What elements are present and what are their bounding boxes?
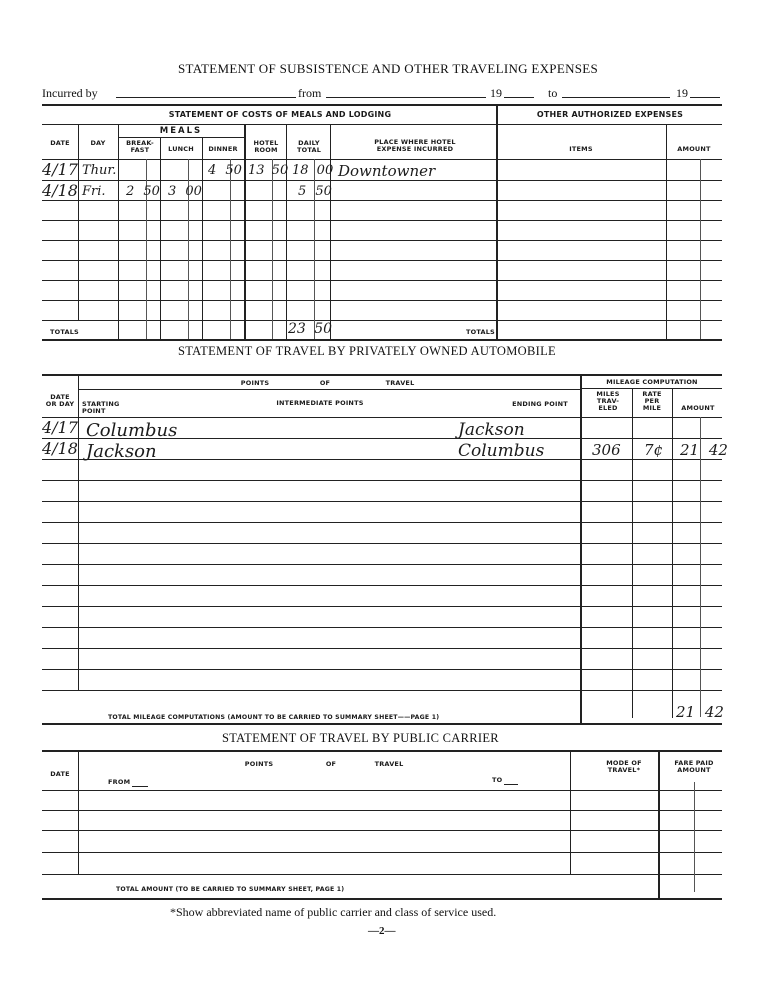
auto-col-rate-header: RATE PER MILE <box>642 390 662 412</box>
carrier-from-label: FROM <box>108 778 131 786</box>
col-daily-header: DAILY TOTAL <box>296 139 322 154</box>
col-date-header: DATE <box>50 139 70 147</box>
meals-row-2-day[interactable]: Fri. <box>82 184 106 199</box>
auto-row-1-date[interactable]: 4/17 <box>42 418 78 437</box>
carrier-travel-label: TRAVEL <box>374 760 404 768</box>
footnote: *Show abbreviated name of public carrier and class of service used. <box>170 905 497 919</box>
auto-row-2-date[interactable]: 4/18 <box>42 439 78 458</box>
meals-row-1-daily[interactable]: 18 00 <box>292 163 334 178</box>
carrier-of-label: OF <box>325 760 337 768</box>
auto-col-amount-header: AMOUNT <box>681 404 715 412</box>
meals-row-2-breakfast[interactable]: 2 50 <box>126 184 160 199</box>
col-place-header: PLACE WHERE HOTEL EXPENSE INCURRED <box>374 138 456 153</box>
meals-row-1-hotel[interactable]: 13 50 <box>248 163 289 178</box>
col-dinner-header: DINNER <box>208 145 238 153</box>
meals-section-title: STATEMENT OF COSTS OF MEALS AND LODGING <box>168 110 392 119</box>
year-label-a: 19 <box>490 86 502 100</box>
carrier-col-date-header: DATE <box>50 770 70 778</box>
auto-row-2-miles[interactable]: 306 <box>592 441 621 459</box>
auto-col-start-header: STARTING POINT <box>82 400 120 415</box>
auto-col-miles-header: MILES TRAV-ELED <box>596 390 620 412</box>
to-label: to <box>548 86 558 100</box>
col-day-header: DAY <box>90 139 106 147</box>
carrier-points-label: POINTS <box>244 760 274 768</box>
col-amount-header: AMOUNT <box>677 145 711 153</box>
meals-row-1-date[interactable]: 4/17 <box>42 160 78 179</box>
carrier-to-underline <box>504 784 518 785</box>
carrier-col-fare-header: FARE PAID AMOUNT <box>674 759 714 774</box>
auto-total-label: TOTAL MILEAGE COMPUTATIONS (AMOUNT TO BE CARRIED TO SUMMARY SHEET——PAGE 1) <box>108 714 440 721</box>
carrier-section-title: STATEMENT OF TRAVEL BY PUBLIC CARRIER <box>222 731 499 745</box>
year-label-b: 19 <box>676 86 688 100</box>
incurred-by-label: Incurred by <box>42 86 98 100</box>
carrier-from-underline <box>132 786 148 787</box>
col-items-header: ITEMS <box>569 145 593 153</box>
other-expenses-title: OTHER AUTHORIZED EXPENSES <box>536 110 684 119</box>
col-lunch-header: LUNCH <box>168 145 194 153</box>
auto-row-2-start[interactable]: Jackson <box>86 441 157 462</box>
form-title: STATEMENT OF SUBSISTENCE AND OTHER TRAVELING EXPENSES <box>178 61 599 76</box>
carrier-col-mode-header: MODE OF TRAVEL* <box>606 759 642 774</box>
auto-travel-label: TRAVEL <box>385 379 415 387</box>
auto-of-label: OF <box>319 379 331 387</box>
auto-row-1-end[interactable]: Jackson <box>458 420 525 440</box>
meals-row-1-dinner[interactable]: 4 50 <box>208 163 242 178</box>
page-number: —2— <box>368 925 396 937</box>
auto-row-1-start[interactable]: Columbus <box>86 420 178 441</box>
carrier-total-label: TOTAL AMOUNT (TO BE CARRIED TO SUMMARY SHEET, PAGE 1) <box>116 886 345 893</box>
meals-row-1-day[interactable]: Thur. <box>82 163 117 178</box>
meals-row-2-daily[interactable]: 5 50 <box>298 184 332 199</box>
from-label: from <box>298 86 322 100</box>
auto-col-end-header: ENDING POINT <box>512 400 568 408</box>
meals-row-2-date[interactable]: 4/18 <box>42 181 78 200</box>
meals-row-2-lunch[interactable]: 3 00 <box>168 184 202 199</box>
col-hotel-header: HOTEL ROOM <box>253 139 279 154</box>
auto-points-label: POINTS <box>240 379 270 387</box>
carrier-to-label: TO <box>492 776 503 784</box>
other-totals-label: TOTALS <box>466 328 495 336</box>
col-breakfast-header: BREAK-FAST <box>126 139 154 154</box>
auto-col-intermediate-header: INTERMEDIATE POINTS <box>276 399 364 407</box>
meals-row-1-place[interactable]: Downtowner <box>338 162 436 180</box>
mileage-computation-title: MILEAGE COMPUTATION <box>606 378 698 386</box>
auto-row-2-amount[interactable]: 21 42 <box>680 441 728 459</box>
meals-total-value: 23 50 <box>288 321 333 337</box>
auto-row-2-end[interactable]: Columbus <box>458 441 545 461</box>
auto-col-date-header: DATE OR DAY <box>45 393 75 408</box>
auto-section-title: STATEMENT OF TRAVEL BY PRIVATELY OWNED AUTOMOBILE <box>178 344 556 358</box>
auto-row-2-rate[interactable]: 7¢ <box>644 441 664 459</box>
auto-total-value: 21 42 <box>676 703 724 721</box>
meals-totals-label: TOTALS <box>50 328 79 336</box>
meals-group-label: MEALS <box>159 126 203 136</box>
